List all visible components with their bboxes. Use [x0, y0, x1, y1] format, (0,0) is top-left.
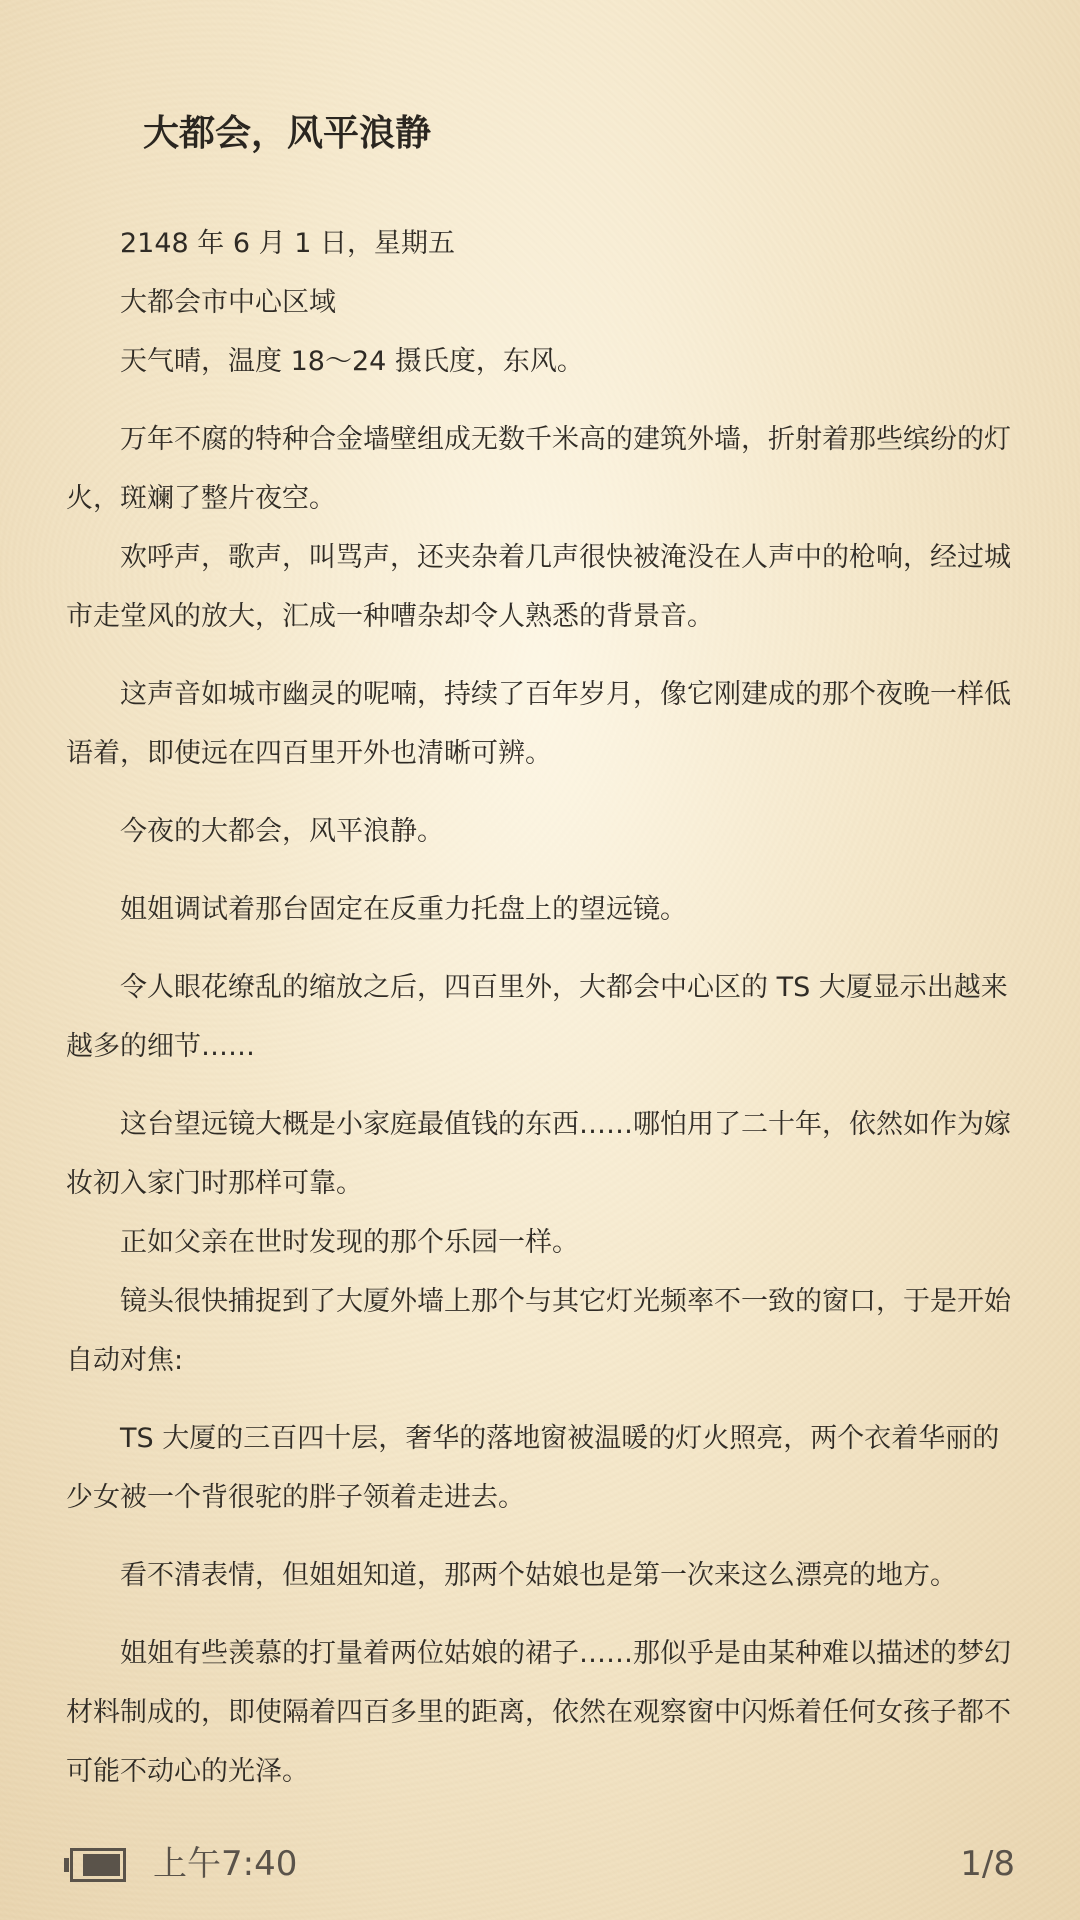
paragraph: 正如父亲在世时发现的那个乐园一样。 [120, 1227, 579, 1258]
battery-terminal [64, 1858, 69, 1872]
battery-icon [64, 1848, 126, 1880]
paragraph: 令人眼花缭乱的缩放之后，四百里外，大都会中心区的 TS 大厦显示出越来越多的细节…… [66, 972, 1008, 1062]
paragraph: 大都会市中心区域 [120, 287, 336, 318]
battery-level-fill [83, 1854, 120, 1876]
paragraph: 看不清表情，但姐姐知道，那两个姑娘也是第一次来这么漂亮的地方。 [120, 1560, 957, 1591]
page-indicator: 1/8 [960, 1844, 1015, 1884]
paragraph: 今夜的大都会，风平浪静。 [120, 816, 444, 847]
paragraph: 姐姐有些羡慕的打量着两位姑娘的裙子……那似乎是由某种难以描述的梦幻材料制成的，即使隔着四百多里的距离，依然在观察窗中闪烁着任何女孩子都不可能不动心的光泽。 [66, 1638, 1011, 1787]
paragraph: 这台望远镜大概是小家庭最值钱的东西……哪怕用了二十年，依然如作为嫁妆初入家门时那样可靠。 [66, 1109, 1011, 1199]
paragraph: 镜头很快捕捉到了大厦外墙上那个与其它灯光频率不一致的窗口，于是开始自动对焦: [66, 1286, 1011, 1376]
paragraph: 万年不腐的特种合金墙壁组成无数千米高的建筑外墙，折射着那些缤纷的灯火，斑斓了整片夜空。 [66, 424, 1011, 514]
paragraph: 姐姐调试着那台固定在反重力托盘上的望远镜。 [120, 894, 687, 925]
paragraph: 这声音如城市幽灵的呢喃，持续了百年岁月，像它刚建成的那个夜晚一样低语着，即使远在四百里开外也清晰可辨。 [66, 679, 1011, 769]
paragraph: 天气晴，温度 18～24 摄氏度，东风。 [120, 346, 584, 377]
paragraph: 2148 年 6 月 1 日，星期五 [120, 228, 455, 259]
battery-body [70, 1848, 126, 1882]
chapter-text [66, 214, 1018, 1801]
chapter-title: 大都会，风平浪静 [143, 113, 432, 154]
clock-time: 上午7:40 [153, 1844, 298, 1884]
status-bar [0, 1838, 1080, 1894]
paragraph: TS 大厦的三百四十层，奢华的落地窗被温暖的灯火照亮，两个衣着华丽的少女被一个背很驼的胖子领着走进去。 [66, 1423, 1000, 1513]
paragraph: 欢呼声，歌声，叫骂声，还夹杂着几声很快被淹没在人声中的枪响，经过城市走堂风的放大，汇成一种嘈杂却令人熟悉的背景音。 [66, 542, 1011, 632]
